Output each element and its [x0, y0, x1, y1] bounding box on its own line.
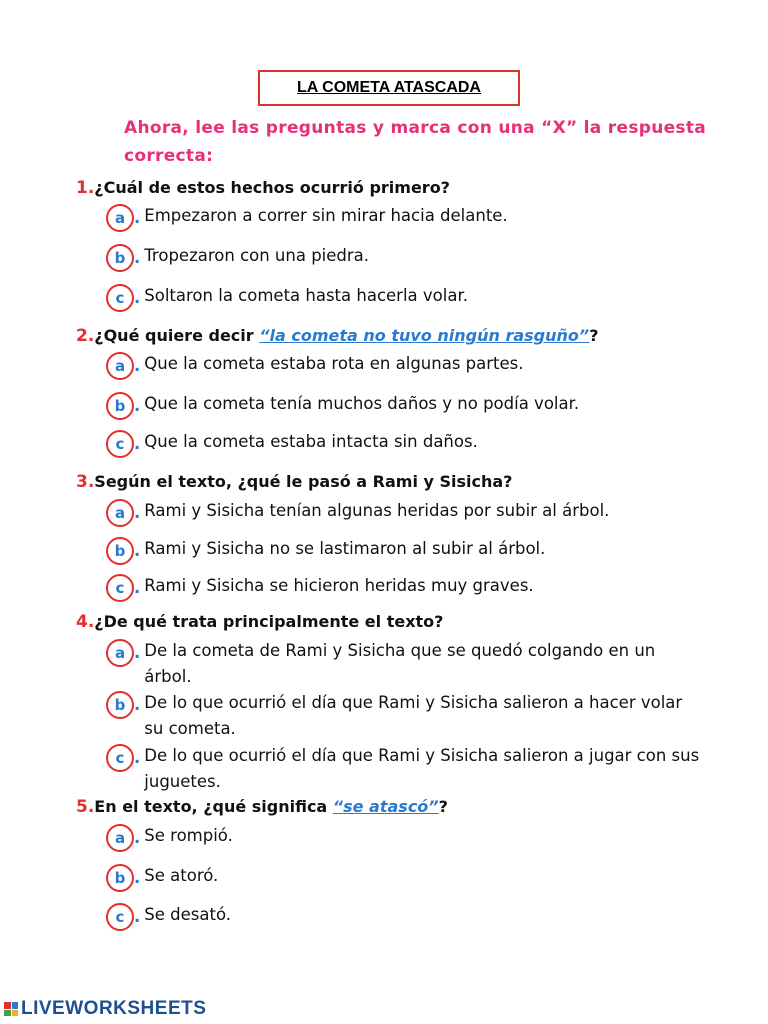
option-letter-circle[interactable]: b	[106, 864, 134, 892]
footer-brand: LIVEWORKSHEETS	[21, 998, 207, 1019]
option-letter-circle[interactable]: a	[106, 824, 134, 852]
option-4b[interactable]: b . De lo que ocurrió el día que Rami y Sisicha salieron a hacer volar su cometa.	[106, 695, 704, 742]
instructions: Ahora, lee las preguntas y marca con una “X” la respuesta correcta:	[124, 118, 707, 166]
option-text: Que la cometa estaba intacta sin daños.	[144, 432, 478, 451]
option-letter-circle[interactable]: a	[106, 499, 134, 527]
option-text: Empezaron a correr sin mirar hacia delante.	[144, 206, 508, 225]
option-text: De lo que ocurrió el día que Rami y Sisicha salieron a hacer volar su cometa.	[144, 693, 683, 738]
option-text: Que la cometa estaba rota en algunas partes.	[144, 354, 524, 373]
question-3	[76, 472, 512, 492]
option-1b[interactable]: b . Tropezaron con una piedra.	[106, 248, 369, 272]
option-text: De lo que ocurrió el día que Rami y Sisicha salieron a jugar con sus juguetes.	[144, 746, 700, 791]
question-text: ¿De qué trata principalmente el texto?	[94, 612, 444, 631]
option-5a[interactable]: a . Se rompió.	[106, 828, 233, 852]
option-letter-circle[interactable]: a	[106, 204, 134, 232]
option-1c[interactable]: c . Soltaron la cometa hasta hacerla volar.	[106, 288, 468, 312]
option-5c[interactable]: c . Se desató.	[106, 907, 231, 931]
question-text: En el texto, ¿qué significa	[94, 797, 333, 816]
option-4a[interactable]: a . De la cometa de Rami y Sisicha que se quedó colgando en un árbol.	[106, 643, 704, 690]
option-5b[interactable]: b . Se atoró.	[106, 868, 218, 892]
question-5	[76, 797, 448, 817]
question-mark: ?	[589, 326, 599, 345]
question-quote-link: “se atascó”	[332, 797, 439, 816]
option-2b[interactable]: b . Que la cometa tenía muchos daños y no podía volar.	[106, 396, 579, 420]
option-4c[interactable]: c . De lo que ocurrió el día que Rami y Sisicha salieron a jugar con sus juguetes.	[106, 748, 704, 795]
question-1	[76, 178, 450, 198]
option-1a[interactable]: a . Empezaron a correr sin mirar hacia delante.	[106, 208, 508, 232]
question-quote-link: “la cometa no tuvo ningún rasguño”	[259, 326, 590, 345]
option-text: Se desató.	[144, 905, 232, 924]
liveworksheets-logo	[4, 998, 206, 1020]
option-letter-circle[interactable]: b	[106, 537, 134, 565]
option-text: Rami y Sisicha tenían algunas heridas por subir al árbol.	[144, 501, 610, 520]
option-letter-circle[interactable]: b	[106, 392, 134, 420]
option-3b[interactable]: b . Rami y Sisicha no se lastimaron al subir al árbol.	[106, 541, 545, 565]
option-letter-circle[interactable]: c	[106, 430, 134, 458]
option-text: Que la cometa tenía muchos daños y no podía volar.	[144, 394, 580, 413]
option-text: De la cometa de Rami y Sisicha que se quedó colgando en un árbol.	[144, 641, 656, 686]
option-letter-circle[interactable]: c	[106, 284, 134, 312]
option-2c[interactable]: c . Que la cometa estaba intacta sin daños.	[106, 434, 478, 458]
option-letter-circle[interactable]: c	[106, 744, 134, 772]
option-letter-circle[interactable]: c	[106, 574, 134, 602]
question-text: ¿Qué quiere decir	[94, 326, 260, 345]
option-text: Se atoró.	[144, 866, 219, 885]
liveworksheets-grid-icon	[4, 1002, 18, 1016]
option-text: Tropezaron con una piedra.	[144, 246, 370, 265]
question-4	[76, 612, 443, 632]
question-number: 3.	[76, 472, 95, 492]
option-2a[interactable]: a . Que la cometa estaba rota en algunas partes.	[106, 356, 524, 380]
option-3a[interactable]: a . Rami y Sisicha tenían algunas heridas por subir al árbol.	[106, 503, 609, 527]
option-letter-circle[interactable]: a	[106, 639, 134, 667]
option-letter-circle[interactable]: a	[106, 352, 134, 380]
question-2	[76, 326, 598, 346]
option-text: Rami y Sisicha se hicieron heridas muy graves.	[144, 576, 534, 595]
worksheet-title: LA COMETA ATASCADA	[297, 79, 481, 96]
option-letter-circle[interactable]: b	[106, 691, 134, 719]
question-number: 4.	[76, 612, 95, 632]
title-box	[258, 70, 520, 106]
option-text: Soltaron la cometa hasta hacerla volar.	[144, 286, 468, 305]
option-letter-circle[interactable]: b	[106, 244, 134, 272]
option-text: Se rompió.	[144, 826, 233, 845]
option-text: Rami y Sisicha no se lastimaron al subir al árbol.	[144, 539, 546, 558]
question-number: 5.	[76, 797, 95, 817]
question-mark: ?	[438, 797, 448, 816]
question-number: 2.	[76, 326, 95, 346]
option-letter-circle[interactable]: c	[106, 903, 134, 931]
question-number: 1.	[76, 178, 95, 198]
option-3c[interactable]: c . Rami y Sisicha se hicieron heridas muy graves.	[106, 578, 534, 602]
question-text: ¿Cuál de estos hechos ocurrió primero?	[94, 178, 450, 197]
question-text: Según el texto, ¿qué le pasó a Rami y Sisicha?	[94, 472, 513, 491]
